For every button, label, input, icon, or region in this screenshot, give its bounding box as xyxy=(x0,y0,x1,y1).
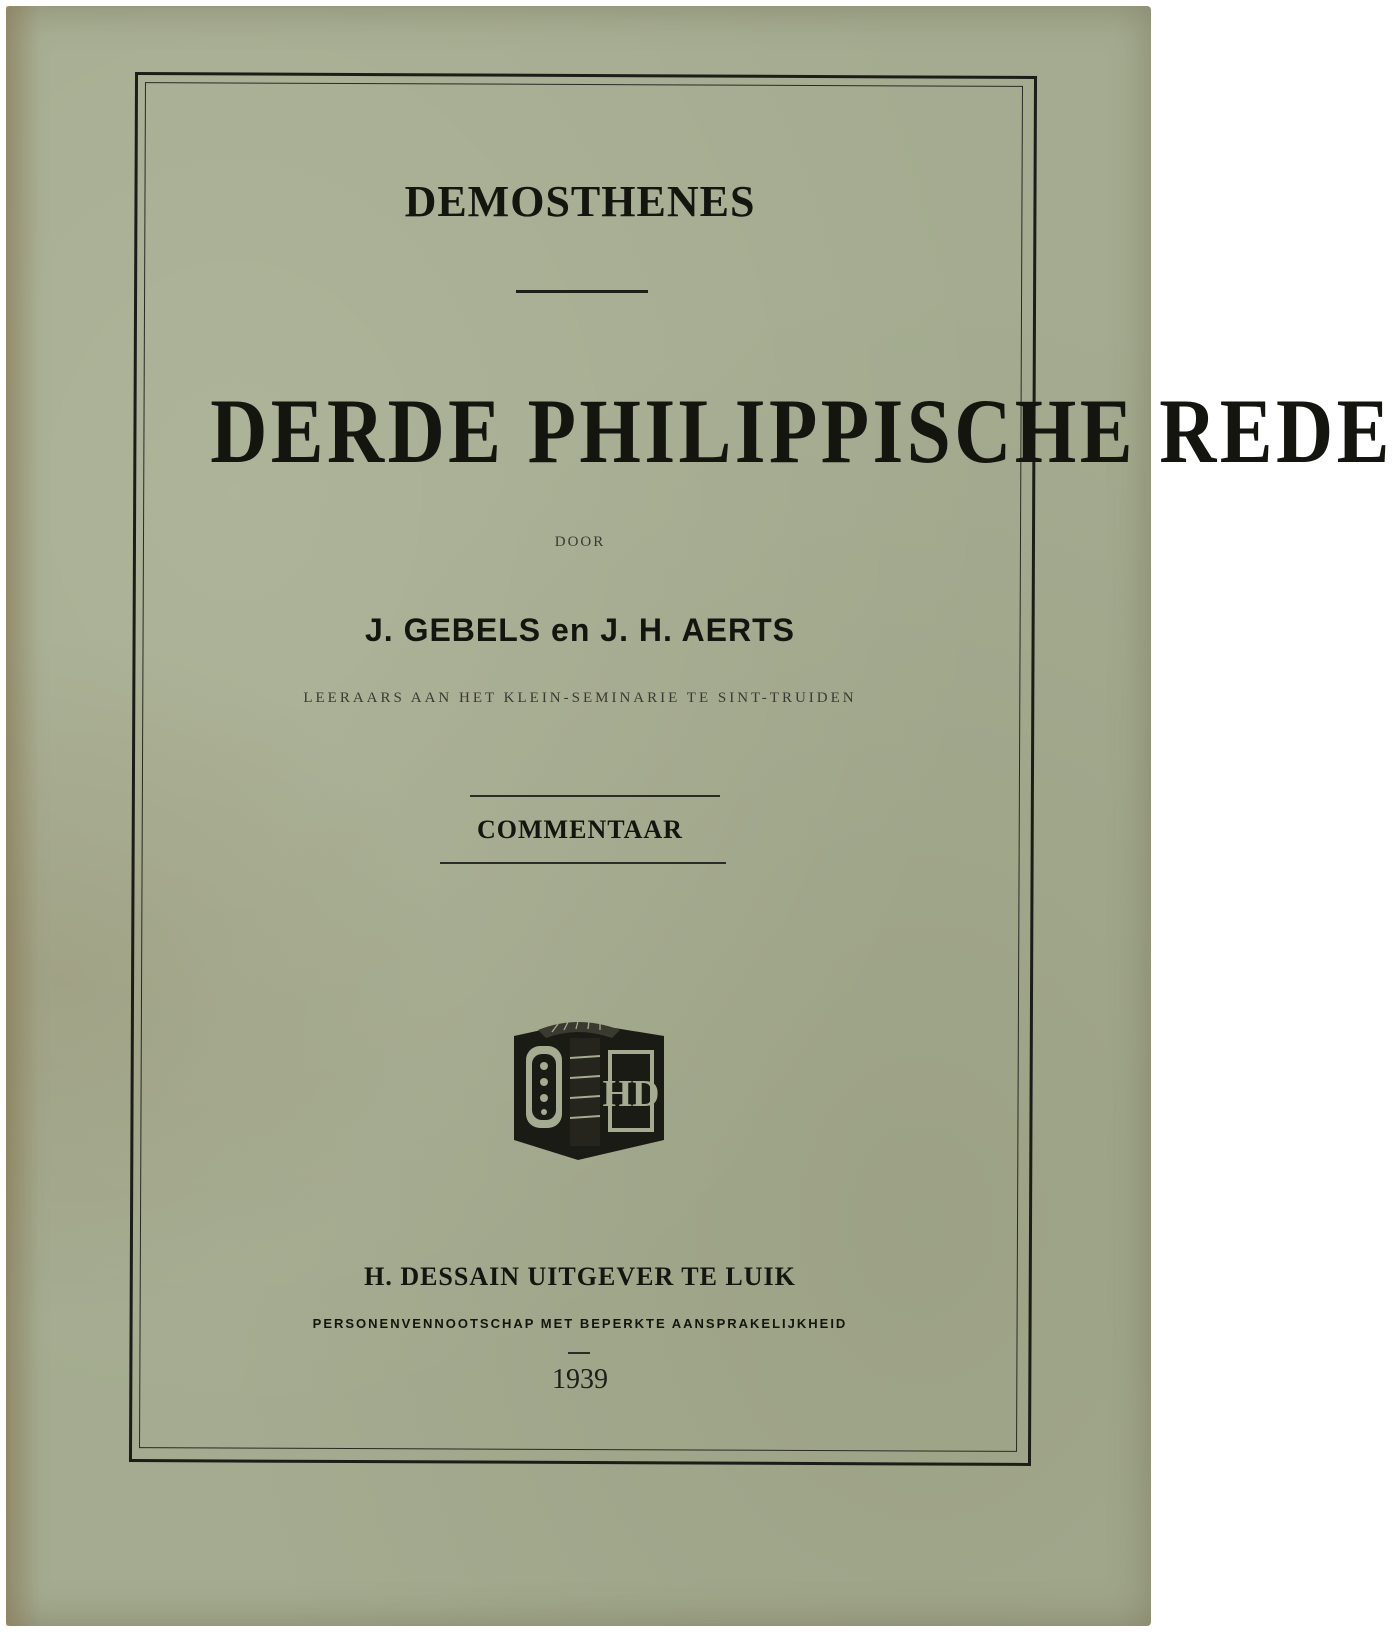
author-name: DEMOSTHENES xyxy=(404,177,756,226)
spine-edge xyxy=(6,6,40,1626)
divider-rule-top xyxy=(470,795,720,797)
publisher-book-emblem-icon xyxy=(508,1016,670,1162)
subtitle: COMMENTAAR xyxy=(477,815,683,844)
small-divider xyxy=(568,1352,590,1354)
inner-border-frame xyxy=(139,82,1393,1452)
author-affiliation: LEERAARS AAN HET KLEIN-SEMINARIE TE SINT-TRUIDEN xyxy=(303,690,857,706)
divider-rule xyxy=(516,290,648,293)
divider-rule-bottom xyxy=(440,862,726,864)
book-title: DERDE PHILIPPISCHE REDE xyxy=(210,380,1393,482)
publisher-name: H. DESSAIN UITGEVER TE LUIK xyxy=(364,1262,796,1291)
publisher-legal-form: PERSONENVENNOOTSCHAP MET BEPERKTE AANSPRAKELIJKHEID xyxy=(312,1316,848,1331)
authors: J. GEBELS en J. H. AERTS xyxy=(364,612,795,648)
svg-text:HD: HD xyxy=(602,1073,660,1115)
by-label: DOOR xyxy=(554,534,606,550)
publication-year: 1939 xyxy=(552,1364,608,1395)
